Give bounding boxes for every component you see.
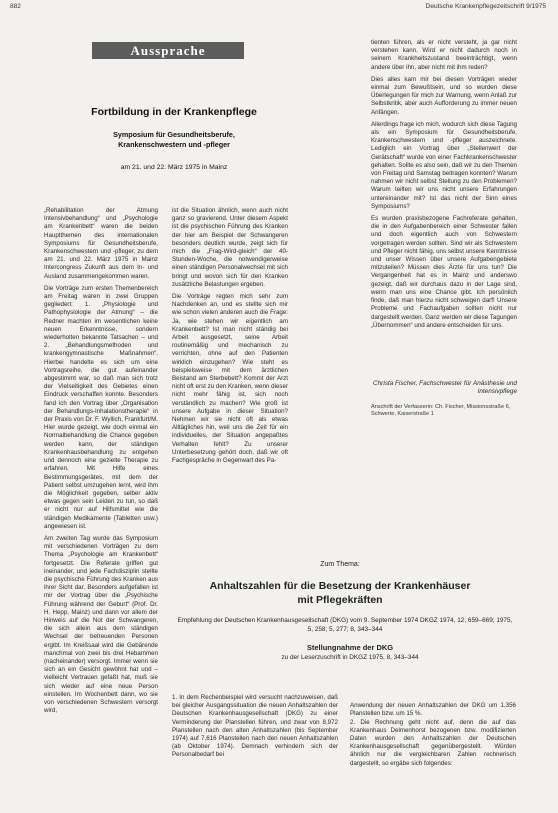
author-affiliation: Anschrift der Verfasserin: Ch. Fischer, Missionsstraße 6, Schwerte, Kaiserstraße 1 — [371, 404, 511, 417]
article-title: Fortbildung in der Krankenpflege — [91, 106, 257, 118]
paragraph: Die Vorträge regten mich sehr zum Nachdenken an, und es stellte sich mir wie schon vielen anderen auch die Frage: Ja, wie stehen wir eigentlich am Krankenbett? Ist man nicht ständig bei Arbeit ausgesetzt, seine Arbeit routinemäßig und mechanisch zu verrichten, ohne auf den Patienten wirklich einzugehen? Wie steht es beispielsweise mit dem ärztlichen Beistand am Sterbebett? Kommt der Arzt nicht oft erst zu den Kranken, wenn dieser nicht mehr fähig ist, sich noch verständlich zu machen? Wie groß ist unsere Aufgabe in dieser Situation? Nehmen wir sie nicht oft als etwas Alltägliches hin, weil uns die Zeit für ein individuelles, der Situation angepaßtes Verhalten fehlt? Zu unserer Unterbesetzung gehört doch, daß wir oft Fachgespräche in Gegenwart des Pa- — [172, 293, 288, 465]
statement-title: Stellungnahme der DKG — [306, 643, 394, 652]
paragraph: „Rehabilitation der Atmung Intensivbehandlung“ und „Psychologie am Krankenbett“ waren die beiden Hauptthemen des internationalen Symposiums für Gesundheitsberufe, Krankenschwestern und -pfleger, zu dem am 21. und 22. März 1975 in Mainz Intercongress Zukunft aus dem In- und Ausland zusammengekommen waren. — [44, 207, 158, 280]
article2-title-line1: Anhaltszahlen für die Besetzung der Krankenhäuser — [209, 580, 471, 592]
article2-column-1 — [172, 694, 338, 809]
article-column-1 — [44, 207, 158, 807]
statement-subtitle: zu der Leserzuschrift in DKGZ 1975, 8, 343–344 — [281, 654, 419, 661]
paragraph: Allerdings frage ich mich, wodurch sich diese Tagung als ein Symposium für Gesundheitsberufe, Krankenschwestern und -pfleger auszeichnete. Lediglich ein Vortrag über „Stellenwert der Gerätschaft“ wurde von einer Fachkrankenschwester gehalten. Sollte es also sein, daß wir zu den Themen von Freitag und Samstag beitragen konnten? Warum nahmen wir nicht selbst Stellung zu den Problemen? Warum teilten wir uns nicht unsere Erfahrungen untereinander mit? Ist das nicht der Sinn eines Symposiums? — [371, 120, 517, 210]
paragraph: ist die Situation ähnlich, wenn auch nicht ganz so gravierend. Unter diesem Aspekt ist die psychischen Führung des Kranken der hier am Beispiel der Schwangeren besonders deutlich wurde, zeigt sich für mich die „Frag-Wird-gleich“ der 40-Stunden-Woche, die notwendigerweise einen ständigen Personalwechsel mit sich bringt und wovon sich für den Kranken zusätzliche Belastungen ergeben. — [172, 207, 288, 288]
paragraph: Anwendung der neuen Anhaltszahlen der DKG um 1,356 Planstellen bzw. um 15 %. 2. Die Rechnung geht nicht auf, denn die auf das Krankenhaus Delmenhorst bezogenen bzw. modifizierten Daten wurden den Anhaltszahlen der Deutschen Krankenhausgesellschaft gegenübergestellt. Würden ähnlich nur die vergleichbaren Zahlen rechnerisch dargestellt, so ergäbe sich folgendes: — [350, 702, 516, 767]
article2-intro: Empfehlung der Deutschen Krankenhausgesellschaft (DKG) vom 9. September 1974 DKGZ 1974, 12, 659–669; 1975, 5, 258; 5, 277; 8, 343–344 — [177, 617, 513, 633]
journal-running-head: Deutsche Krankenpflegezeitschrift 9/1975 — [425, 3, 546, 10]
paragraph: Dies alles kam mir bei diesen Vorträgen wieder einmal zum Bewußtsein, und so wurden diese Überlegungen für mich zur Warnung, wenn Anlaß zur Selbstkritik, aber auch Aufforderung zu immer neuen Anfängen. — [371, 75, 517, 116]
article-date: am 21. und 22. März 1975 in Mainz — [120, 164, 228, 171]
article2-title-line2: mit Pflegekräften — [297, 594, 383, 606]
author-signature: Christa Fischer, Fachschwester für Anästhesie und Intensivpflege — [373, 380, 517, 395]
article-subtitle-line1: Symposium für Gesundheitsberufe, — [113, 130, 235, 139]
article-column-2 — [172, 207, 288, 513]
article-subtitle-line2: Krankenschwestern und -pfleger — [118, 140, 230, 149]
page-number: 882 — [10, 3, 21, 10]
paragraph: tienten führen, als er nicht versteht, ja gar nicht verstehen kann. Wird er nicht dadurch noch in seinem Krankheitszustand beeinträchtigt, wenn andere über ihn, aber nicht mit ihm reden? — [371, 39, 517, 71]
article2-column-2 — [350, 694, 516, 809]
paragraph: Die Vorträge zum ersten Themenbereich am Freitag waren in zwei Gruppen gegliedert: 1. „Physiologie und Pathophysiologie der Atmung“ – die Redner machten im wesentlichen keine neuen Erkenntnisse, sondern wiederholten bekannte Tatsachen – und 2. „Behandlungsmethoden und krankengymnastische Maßnahmen“. Hierbei handelte es sich um eine Vortragsreihe, die gut aufeinander abgestimmt war, so daß man sich trotz der Vielseitigkeit des Gebietes einen Eindruck verschaffen konnte. Besonders fand ich den Vortrag über „Organisation der Behandlungs-Inhalationstherapie“ in der Praxis von Dr. F. Wyllich, Frankfurt/M. Hier wurde gezeigt, wie doch einmal ein Normalbehandlung die Chance gegeben werden kann, der ständigen Krankenhausbehandlung zu entgehen und dennoch eine gezielte Therapie zu erfahren. Mit Hilfe eines Bestimmungsgerätes, mit dem der Patient selbst umzugehen lernt, wird ihm die Möglichkeit gegeben, selber aktiv etwas gegen sein Leiden zu tun, so daß er nicht nur auf Hilfsmittel wie die ständigen Medikamente (Tabletten usw.) angewiesen ist. — [44, 284, 158, 530]
paragraph: Es wurden praxisbezogene Fachreferate gehalten, die in den Aufgabenbereich einer Schwester fallen und doch eigentlich auch von Schwestern vorgetragen werden sollten. Sind wir als Schwestern und Pfleger nicht fähig, uns selbst unsere Kenntnisse und unser Wissen über unsere Aufgabengebiete mitzuteilen? Müssen dies Ärzte für uns tun? Die Vergangenheit hat es in Mainz und anderswo gezeigt, daß wir durchaus dazu in der Lage sind, wenn man uns eine Chance gibt. Ich persönlich finde, daß man hierzu nicht schweigen darf! Unsere Probleme und Fachaufgaben sollten nicht nur dargestellt werden. Ganz werden wir diese Tagungen „Übernommen“ und andere entscheiden für uns. — [371, 215, 517, 329]
section-banner: Aussprache — [92, 42, 244, 59]
paragraph: Am zweiten Tag wurde das Symposium mit verschiedenen Vorträgen zu dem Thema „Psychologie am Krankenbett“ fortgesetzt. Die Referate griffen gut ineinander, und jede Fachdisziplin stellte die psychische Führung des Kranken aus ihrer Sicht dar. Besonders aufgefallen ist mir der Vortrag über die „Psychische Führung während der Geburt“ (Prof. Dr. H. Hepp, Mainz) und dann vor allem der Hinweis auf die Not der Schwangeren, die sich allein aus dem ständigen Wechsel der betreuenden Personen ergibt. Im Kreißsaal wird die Gebärende manchmal von zwei bis drei Hebammen (nacheinander) versorgt. Immer wenn sie sich an ein Gesicht gewöhnt hat und – vielleicht Vertrauen gefaßt hat, muß sie sich wieder auf eine neue Person einstellen. Im Wochenbett dann, wo sie von verschiedenen Schwestern versorgt wird, — [44, 534, 158, 715]
article-column-3 — [371, 39, 517, 375]
article2-kicker: Zum Thema: — [320, 561, 360, 568]
paragraph: 1. In dem Rechenbeispiel wird versucht nachzuweisen, daß bei gleicher Ausgangssituation die neuen Anhaltszahlen der Deutschen Krankenhausgesellschaft (DKG) zu einer Verminderung der Planstellen führen, und zwar von 8,972 Planstellen nach den alten Anhaltszahlen (bis September 1974) auf 7,616 Planstellen nach den neuen Anhaltszahlen (ab Oktober 1974). Demnach verhindern sich der Personalbedarf bei — [172, 694, 338, 759]
